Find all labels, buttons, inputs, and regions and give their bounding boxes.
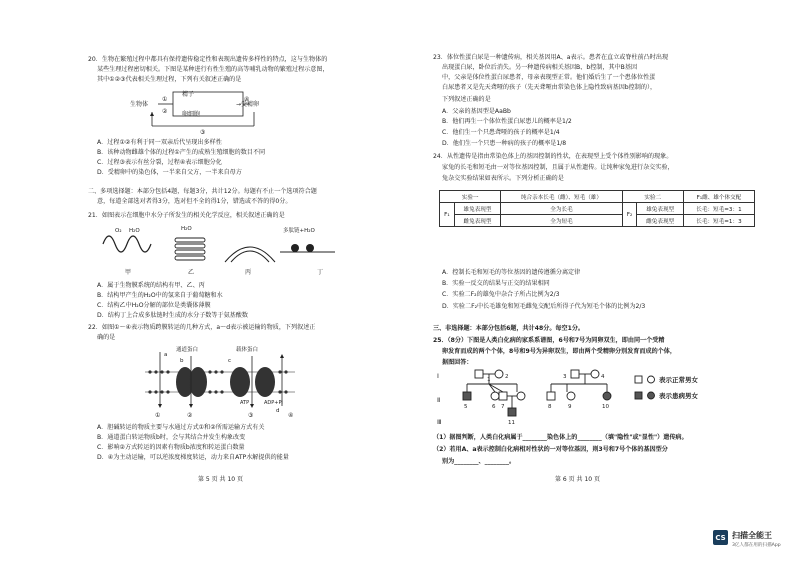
albinism-pedigree — [435, 366, 755, 432]
transport-mode-3: ③ — [248, 412, 254, 419]
q23-line-4: 白尿患者又是先天聋哑的孩子（先天聋哑由常染色体上隐性致病基因b控制的）， — [442, 84, 657, 91]
q24-line-3: 兔杂交实验结果如表所示。下列分析正确的是 — [442, 175, 564, 182]
substance-c-label: c — [228, 358, 232, 364]
camscanner-logo: CS — [713, 530, 728, 545]
q25-line-2: 卵发育而成的两个个体，8号和9号为异卵双生，即由两个受精卵分别发育而成的个体， — [442, 348, 676, 355]
adp-label: ADP+Pi — [264, 400, 283, 406]
camscanner-tagline: 3亿人都在用的扫描App — [732, 543, 781, 548]
person-6: 6 — [492, 404, 496, 410]
channel-protein-label: 通道蛋白 — [176, 347, 199, 353]
q25-question-2-cont: 别为________、________。 — [442, 458, 516, 465]
diagram-process-2: ② — [162, 108, 168, 115]
q21-option-b: B．结构甲产生的H₂O中的氢来自于葡萄糖和水 — [97, 292, 223, 299]
q20-option-d: D．受精卵中的染色体，一半来自父方，一半来自母方 — [97, 169, 242, 176]
q24-line-1: 24．从性遗传是指由常染色体上的基因控制的性状，在表现型上受个体性别影响的现象。 — [433, 153, 673, 160]
atp-label: ATP — [240, 400, 250, 406]
diagram-process-1: ① — [162, 96, 168, 103]
diagram-process-3: ③ — [200, 129, 206, 136]
q25-line-3: 据图回答： — [442, 359, 473, 366]
legend-normal: 表示正常男女 — [659, 376, 698, 384]
person-9: 9 — [568, 404, 572, 410]
table-male-pheno-2: 雄兔表现型 — [637, 203, 684, 215]
diagram-egg-label: 卵细胞 — [182, 111, 201, 118]
q20-line-3: 其中①②③代表相关生理过程，下列有关叙述正确的是 — [97, 76, 242, 83]
person-11: 11 — [508, 420, 515, 426]
q23-line-1: 23．体位性蛋白尿是一种遗传病，相关基因用A、a表示。患者在直立或脊柱前凸时出现 — [433, 54, 669, 61]
q21-o2-label: O₂ — [115, 228, 122, 234]
table-all-long: 全为长毛 — [501, 203, 622, 215]
q21-option-d: D．结构丁上合成多肽链时生成的水分子数等于氨基酸数 — [97, 312, 248, 319]
person-10: 10 — [602, 404, 609, 410]
q21-h2o-label: H₂O — [129, 228, 140, 234]
person-8: 8 — [548, 404, 552, 410]
q25-question-2: （2）若用A、a表示控制白化病相对性状的一对等位基因，则3号和7号个体的基因型分 — [433, 446, 668, 453]
table-f2-label: F₂ — [622, 203, 637, 227]
q21-ding-label: 丁 — [317, 269, 324, 276]
q21-option-a: A．属于生物膜系统的结构有甲、乙、丙 — [97, 282, 205, 289]
substance-d-label: d — [276, 408, 280, 414]
water-reaction-organelles-diagram — [95, 222, 355, 278]
q21-line-1: 21．如图表示在细胞中水分子所发生的相关化学反应，相关叙述正确的是 — [88, 212, 285, 219]
generation-2: Ⅱ — [437, 396, 441, 404]
q23-option-c: C．他们生一个只患聋哑的孩子的概率是1/4 — [442, 129, 560, 136]
left-page-number: 第 5 页 共 10 页 — [198, 476, 243, 483]
q23-option-a: A．父亲的基因型是AaBb — [442, 108, 511, 115]
substance-a-label: a — [164, 352, 168, 358]
table-male-pheno-1: 雄兔表现型 — [454, 203, 501, 215]
q23-line-3: 中，父亲是体位性蛋白尿患者，母亲表现型正常。他们婚后生了一个患体位性蛋 — [442, 74, 656, 81]
q21-yi-label: 乙 — [188, 269, 195, 276]
table-parent-header: 纯合亲本长毛（雌）、短毛（雄） — [501, 191, 622, 203]
q20-option-c: C．过程③表示有丝分裂，过程④表示细胞分化 — [97, 159, 222, 166]
transport-mode-2: ② — [187, 412, 193, 419]
table-female-pheno-2: 雌兔表现型 — [637, 215, 684, 227]
table-all-short: 全为短毛 — [501, 215, 622, 227]
person-2: 2 — [505, 374, 509, 380]
q22-option-b: B．通道蛋白转运物质b时，会与其结合并发生构象改变 — [97, 434, 246, 441]
right-page-number: 第 6 页 共 10 页 — [555, 476, 600, 483]
transport-mode-1: ① — [155, 412, 161, 419]
section2-line-2: 意，每道全部选对者得3分，选对但不全的得1分，错选或不答的得0分。 — [97, 198, 292, 205]
diagram-process-4: ④ — [244, 96, 250, 103]
reproduction-process-diagram — [130, 84, 260, 136]
person-5: 5 — [464, 404, 468, 410]
person-3: 3 — [563, 374, 567, 380]
q20-option-b: B．该种动物雌雄个体的过程①产生的成熟生殖细胞的数目不同 — [97, 149, 266, 156]
table-f1-label: F₁ — [440, 203, 455, 227]
section3-heading: 三、非选择题：本部分包括6题，共计48分。每空1分。 — [433, 325, 585, 332]
camscanner-name: 扫描全能王 — [732, 531, 772, 540]
q23-line-2: 出现蛋白尿，卧位后消失。另一种遗传病相关基因B、b控制，其中B基因 — [442, 64, 638, 71]
q23-option-b: B．他们再生一个体位性蛋白尿患儿的概率是1/2 — [442, 118, 572, 125]
section2-line-1: 二、多项选择题：本部分包括4题，每题3分，共计12分。每题有不止一个选项符合题 — [88, 188, 317, 195]
q25-line-1: 25．（8分）下图是人类白化病的家系系谱图，6号和7号为同卵双生，即由同一个受精 — [433, 337, 665, 344]
q20-line-1: 20．生物在繁殖过程中都具有保持遗传稳定性和表现出遗传多样性的特点，这与生物体的 — [88, 56, 328, 63]
q24-option-d: D．实验二F₂中长毛雄兔和短毛雌兔交配后所得子代为短毛个体的比例为2/3 — [442, 303, 646, 310]
q24-option-b: B．实验一反交的结果与正交的结果相同 — [442, 280, 550, 287]
legend-affected: 表示患病男女 — [659, 392, 698, 400]
rabbit-cross-table — [439, 190, 755, 227]
person-4: 4 — [601, 374, 605, 380]
table-ratio-female: 长毛：短毛=1：3 — [683, 215, 754, 227]
q21-bing-label: 丙 — [245, 269, 252, 276]
q22-line-2: 确的是 — [97, 334, 116, 341]
diagram-sperm-label: 精子 — [182, 91, 195, 98]
q21-option-c: C．结构乙中H₂O分解的部位是类囊体薄膜 — [97, 302, 211, 309]
person-7: 7 — [501, 404, 505, 410]
q23-option-d: D．他们生一个只患一种病的孩子的概率是1/8 — [442, 140, 567, 147]
diagram-zygote-label: →受精卵 — [236, 101, 260, 108]
q22-option-a: A．胆碱转运的物质主要与水通过方式①和②所需运输方式有关 — [97, 424, 265, 431]
q20-option-a: A．过程①②有利于同一双亲后代呈现出多样性 — [97, 139, 222, 146]
person-1: 1 — [487, 377, 491, 383]
q22-option-d: D．④为主动运输，可以逆浓度梯度转运，动力来自ATP水解提供的能量 — [97, 454, 289, 461]
q24-option-c: C．实验二F₂的雄兔中杂合子所占比例为2/3 — [442, 291, 560, 298]
carrier-protein-label: 载体蛋白 — [236, 347, 259, 353]
q24-option-a: A．控制长毛和短毛的等位基因的遗传遵循分离定律 — [442, 269, 581, 276]
transport-mode-4: ④ — [288, 412, 294, 419]
q25-question-1: （1）据图判断，人类白化病属于________染色体上的________（填"隐性"或"显性"）遗传病。 — [433, 434, 688, 441]
q22-option-c: C．影响②方式转运的因素有物质b浓度和转运蛋白数量 — [97, 444, 245, 451]
q21-jia-label: 甲 — [125, 269, 132, 276]
q24-line-2: 家兔的长毛和短毛由一对等位基因控制，且属于从性遗传。让纯种家兔进行杂交实验， — [442, 164, 674, 171]
right-page — [397, 0, 794, 561]
table-female-pheno-1: 雌兔表现型 — [454, 215, 501, 227]
diagram-organism-label: 生物体 — [130, 101, 149, 108]
q20-line-2: 某些生理过程密切相关。下图是某种进行有性生殖的高等哺乳动物的繁殖过程示意图， — [97, 66, 329, 73]
q22-line-1: 22．如图①～④表示物质跨膜转运的几种方式，a～d表示被运输的物质，下列叙述正 — [88, 324, 316, 331]
q23-line-5: 下列叙述正确的是 — [442, 96, 491, 103]
substance-b-label: b — [180, 358, 184, 364]
q21-h2o-2-label: H₂O — [181, 226, 192, 232]
generation-3: Ⅲ — [437, 418, 442, 426]
membrane-transport-diagram — [140, 344, 300, 418]
table-ratio-male: 长毛：短毛=3：1 — [683, 203, 754, 215]
table-exp1-header: 实验一 — [440, 191, 501, 203]
table-exp2-header: 实验二 — [622, 191, 683, 203]
q21-peptide-label: 多肽链+H₂O — [283, 228, 315, 234]
table-f1-cross-header: F₁雌、雄个体交配 — [683, 191, 754, 203]
generation-1: Ⅰ — [437, 372, 439, 380]
